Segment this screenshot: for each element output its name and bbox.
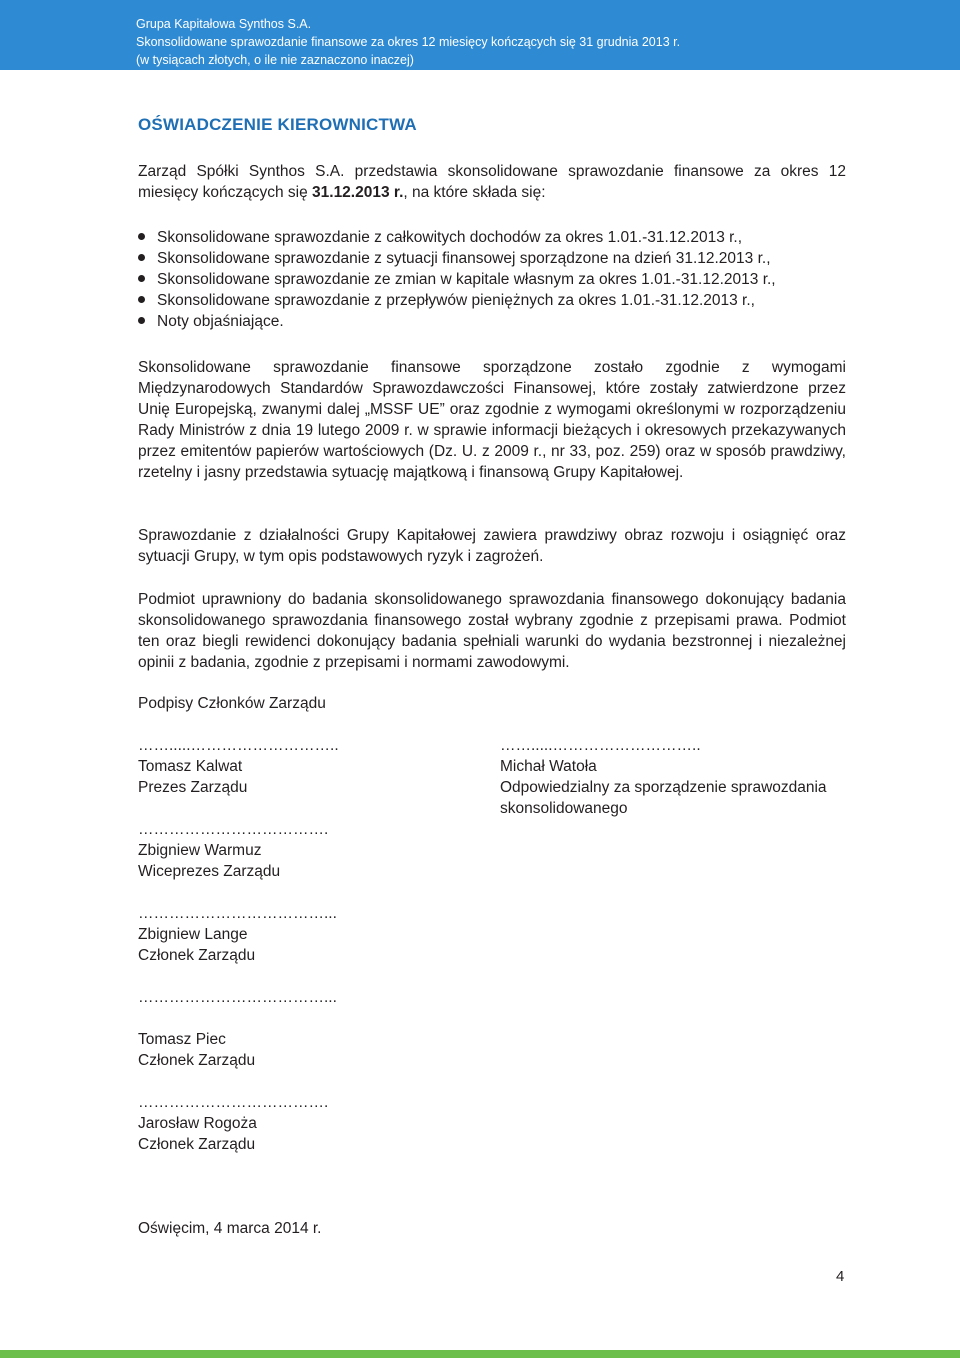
bullet-dot-icon: [138, 275, 145, 282]
intro-text-after: , na które składa się:: [403, 184, 546, 201]
paragraph-activity-report: Sprawozdanie z działalności Grupy Kapitałowej zawiera prawdziwy obraz rozwoju i osiągnięć oraz sytuacji Grupy, w tym opis podstawowych ryzyk i zagrożeń.: [138, 527, 846, 565]
signatory-role: Członek Zarządu: [138, 947, 256, 964]
signatory-name: Tomasz Piec: [138, 1031, 226, 1048]
signatory-name: Tomasz Kalwat: [138, 758, 243, 775]
header-report-title: Skonsolidowane sprawozdanie finansowe za okres 12 miesięcy kończących się 31 grudnia 2013 r.: [136, 35, 681, 49]
signatures-heading: Podpisy Członków Zarządu: [138, 695, 326, 712]
list-item: [138, 227, 776, 248]
list-item-text: Skonsolidowane sprawozdanie z sytuacji finansowej sporządzone na dzień 31.12.2013 r.,: [157, 250, 771, 267]
bullet-dot-icon: [138, 233, 145, 240]
signatory-name: Michał Watoła: [500, 758, 597, 775]
page-number: 4: [836, 1268, 845, 1285]
list-item-text: Skonsolidowane sprawozdanie z przepływów pieniężnych za okres 1.01.-31.12.2013 r.,: [157, 292, 755, 309]
footer-band: [0, 1350, 960, 1358]
paragraph-auditor: Podmiot uprawniony do badania skonsolidowanego sprawozdania finansowego dokonujący badania skonsolidowanego sprawozdania finansowego został wybrany zgodnie z przepisami prawa. Podmiot ten oraz biegli rewidenci dokonujący badania spełniali warunki do wydania bezstronnej i niezależnej opinii z badania, zgodnie z przepisami i normami zawodowymi.: [138, 591, 846, 671]
signature-line: …….....………………………..: [138, 737, 339, 754]
signatory-role: Odpowiedzialny za sporządzenie sprawozdania: [500, 779, 827, 796]
intro-date-bold: 31.12.2013 r.: [312, 184, 404, 201]
list-item-text: Skonsolidowane sprawozdanie ze zmian w kapitale własnym za okres 1.01.-31.12.2013 r.,: [157, 271, 776, 288]
paragraph-compliance: Skonsolidowane sprawozdanie finansowe sporządzone zostało zgodnie z wymogami Międzynarodowych Standardów Sprawozdawczości Finansowej, które zostały zatwierdzone przez Unię Europejską, zwanymi dalej „MSSF UE” oraz zgodnie z wymogami określonymi w rozporządzeniu Rady Ministrów z dnia 19 lutego 2009 r. w sprawie informacji bieżących i okresowych przekazywanych przez emitentów papierów wartościowych (Dz. U. z 2009 r., nr 33, poz. 259) oraz w sposób prawdziwy, rzetelny i jasny przedstawia sytuację majątkową i finansową Grupy Kapitałowej.: [138, 359, 846, 481]
bullet-dot-icon: [138, 254, 145, 261]
intro-text-before: Zarząd Spółki Synthos S.A. przedstawia skonsolidowane sprawozdanie finansowe za okres 12 miesięcy kończących się: [138, 163, 846, 201]
signatory-name: Jarosław Rogoża: [138, 1115, 257, 1132]
place-and-date: Oświęcim, 4 marca 2014 r.: [138, 1220, 322, 1237]
signatory-role-continued: skonsolidowanego: [500, 800, 628, 817]
list-item-text: Skonsolidowane sprawozdanie z całkowitych dochodów za okres 1.01.-31.12.2013 r.,: [157, 229, 743, 246]
list-item: [138, 290, 776, 311]
list-item: [138, 269, 776, 290]
signature-line: …….....………………………..: [500, 737, 701, 754]
bullet-dot-icon: [138, 296, 145, 303]
page-title: OŚWIADCZENIE KIEROWNICTWA: [138, 115, 417, 134]
signature-line: ………………………………...: [138, 989, 337, 1006]
bullet-dot-icon: [138, 317, 145, 324]
header-company: Grupa Kapitałowa Synthos S.A.: [136, 17, 312, 31]
intro-paragraph: [138, 161, 846, 203]
list-item: [138, 311, 776, 332]
signatory-role: Wiceprezes Zarządu: [138, 863, 281, 880]
signatory-role: Członek Zarządu: [138, 1052, 256, 1069]
signature-line: ……………………………….: [138, 1094, 329, 1111]
signatory-name: Zbigniew Warmuz: [138, 842, 262, 859]
signatory-role: Członek Zarządu: [138, 1136, 256, 1153]
statements-list: [138, 227, 776, 332]
header-units-note: (w tysiącach złotych, o ile nie zaznaczono inaczej): [136, 53, 414, 67]
signatory-role: Prezes Zarządu: [138, 779, 248, 796]
signatory-name: Zbigniew Lange: [138, 926, 248, 943]
list-item: [138, 248, 776, 269]
signature-line: ……………………………….: [138, 821, 329, 838]
signature-line: ………………………………...: [138, 905, 337, 922]
list-item-text: Noty objaśniające.: [157, 313, 284, 330]
